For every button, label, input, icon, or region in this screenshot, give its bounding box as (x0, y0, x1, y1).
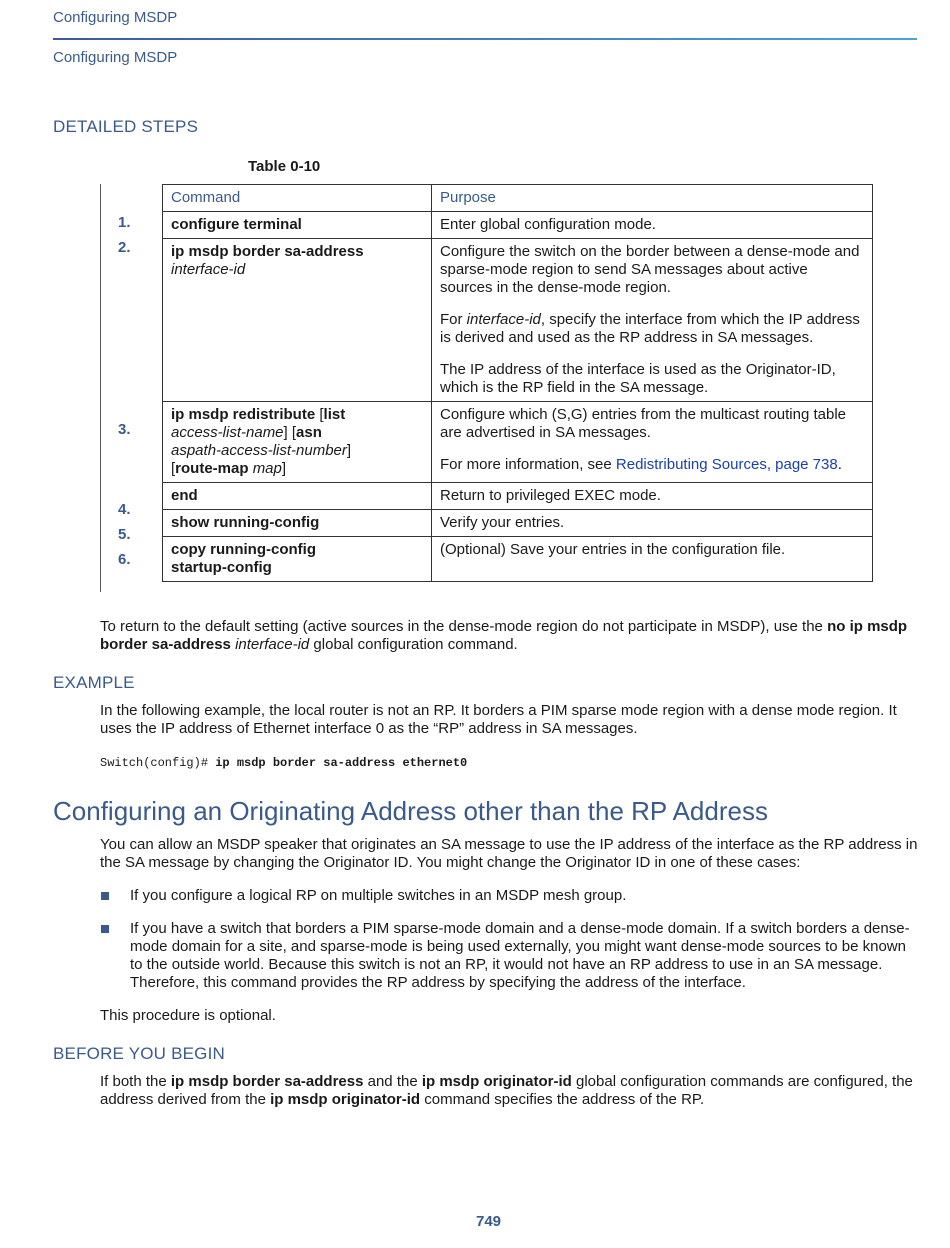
step-number: 3. (118, 421, 131, 438)
byb-text: If both the (100, 1073, 171, 1090)
purpose-cell: Verify your entries. (432, 510, 873, 537)
table-header-row (163, 185, 873, 212)
table-row (163, 537, 873, 582)
byb-command: ip msdp originator-id (421, 1073, 572, 1090)
running-header-chapter: Configuring MSDP (53, 9, 178, 26)
table-title: Table 0-10 (248, 158, 321, 175)
step-number: 2. (118, 239, 131, 256)
bracket: [ (315, 406, 324, 423)
note-argument: interface-id (235, 636, 310, 653)
table-row (163, 212, 873, 239)
note-text: To return to the default setting (active sources in the dense-mode region do not participate in MSDP), use the (100, 618, 828, 635)
table-row (163, 402, 873, 483)
purpose-text: For more information, see (440, 456, 616, 473)
command-cell (163, 483, 432, 510)
step-number: 4. (118, 501, 131, 518)
purpose-text: . (837, 456, 842, 473)
command-text: show running-config (171, 514, 320, 531)
example-text: In the following example, the local router is not an RP. It borders a PIM sparse mode region with a dense mode region. It uses the IP address of Ethernet interface 0 as the “RP” address in SA messages. (100, 702, 897, 737)
command-cell (163, 239, 432, 402)
byb-command: ip msdp originator-id (270, 1091, 421, 1108)
command-text: end (171, 487, 198, 504)
command-text: startup-config (171, 559, 272, 576)
default-setting-note (100, 618, 920, 654)
keyword-asn: asn (296, 424, 322, 441)
purpose-cell (432, 239, 873, 402)
byb-command: ip msdp border sa-address (170, 1073, 364, 1090)
command-text: ip msdp redistribute (171, 406, 316, 423)
command-cell (163, 212, 432, 239)
step-number: 6. (118, 551, 131, 568)
argument-aspath: aspath-access-list-number (171, 442, 347, 459)
before-you-begin-text (100, 1073, 920, 1109)
purpose-cell: Enter global configuration mode. (432, 212, 873, 239)
purpose-text: For (440, 311, 467, 328)
purpose-paragraph: Configure which (S,G) entries from the multicast routing table are advertised in SA messages. (440, 406, 847, 441)
command-cell (163, 510, 432, 537)
bullet-item: If you have a switch that borders a PIM sparse-mode domain and a dense-mode domain. If a switch borders a dense-mode domain for a site, and sparse-mode is being used externally, you might want dense-mode sources to be known to the outside world. Because this switch is not an RP, it would not have an RP address to use in an SA message. Therefore, this command provides the RP address by specifying the address of the interface. (130, 920, 910, 991)
purpose-cell: (Optional) Save your entries in the configuration file. (432, 537, 873, 582)
bullet-item: If you configure a logical RP on multiple switches in an MSDP mesh group. (130, 887, 627, 904)
table-row (163, 510, 873, 537)
command-text: ip msdp border sa-address (171, 243, 364, 260)
byb-text: global configuration commands are configured, the address derived from the (100, 1073, 913, 1108)
before-you-begin-heading: BEFORE YOU BEGIN (53, 1044, 225, 1063)
page-number: 749 (475, 1213, 502, 1230)
bracket: ] [ (283, 424, 297, 441)
command-text: configure terminal (171, 216, 302, 233)
note-text: global configuration command. (309, 636, 518, 653)
table-row (163, 239, 873, 402)
purpose-cell: Return to privileged EXEC mode. (432, 483, 873, 510)
step-number: 1. (118, 214, 131, 231)
column-header-purpose: Purpose (432, 185, 873, 212)
step-column-rule (100, 184, 101, 592)
command-cell (163, 402, 432, 483)
purpose-paragraph (440, 456, 864, 474)
bracket: [ (171, 460, 176, 477)
byb-text: and the (363, 1073, 422, 1090)
keyword-list: list (323, 406, 346, 423)
steps-table (162, 184, 873, 582)
purpose-paragraph (440, 311, 864, 347)
purpose-cell (432, 402, 873, 483)
command-text: copy running-config (171, 541, 316, 558)
example-heading: EXAMPLE (53, 673, 135, 692)
purpose-argument: interface-id (466, 311, 541, 328)
table-row (163, 483, 873, 510)
purpose-paragraph: Configure the switch on the border between a dense-mode and sparse-mode region to send SA messages about active sources in the dense-mode region. (440, 243, 860, 296)
argument-access-list-name: access-list-name (171, 424, 284, 441)
step-number: 5. (118, 526, 131, 543)
bracket: ] (281, 460, 287, 477)
keyword-route-map: route-map (175, 460, 249, 477)
note-command: no ip msdp border sa-address (100, 618, 908, 653)
column-header-command: Command (163, 185, 432, 212)
byb-text: command specifies the address of the RP. (420, 1091, 705, 1108)
running-header-section: Configuring MSDP (53, 49, 178, 66)
example-code (100, 754, 467, 772)
code-prompt: Switch(config)# (100, 756, 216, 770)
command-argument: interface-id (171, 261, 246, 278)
header-rule (53, 38, 917, 40)
purpose-text: , specify the interface from which the IP address is derived and used as the RP address in SA messages. (440, 311, 860, 346)
bullet-icon (101, 892, 109, 900)
purpose-paragraph: The IP address of the interface is used as the Originator-ID, which is the RP field in the SA message. (440, 361, 836, 396)
code-command: ip msdp border sa-address ethernet0 (215, 756, 468, 770)
argument-map: map (252, 460, 282, 477)
optional-note: This procedure is optional. (100, 1007, 276, 1024)
bracket: ] (346, 442, 352, 459)
section-heading: Configuring an Originating Address other than the RP Address (53, 796, 768, 826)
command-cell (163, 537, 432, 582)
detailed-steps-heading: DETAILED STEPS (53, 117, 199, 136)
bullet-icon (101, 925, 109, 933)
cross-reference-link[interactable]: Redistributing Sources, page 738 (615, 456, 838, 473)
section-intro: You can allow an MSDP speaker that originates an SA message to use the IP address of the interface as the RP address in the SA message by changing the Originator ID. You might change the Originator ID in one of these cases: (100, 836, 918, 871)
